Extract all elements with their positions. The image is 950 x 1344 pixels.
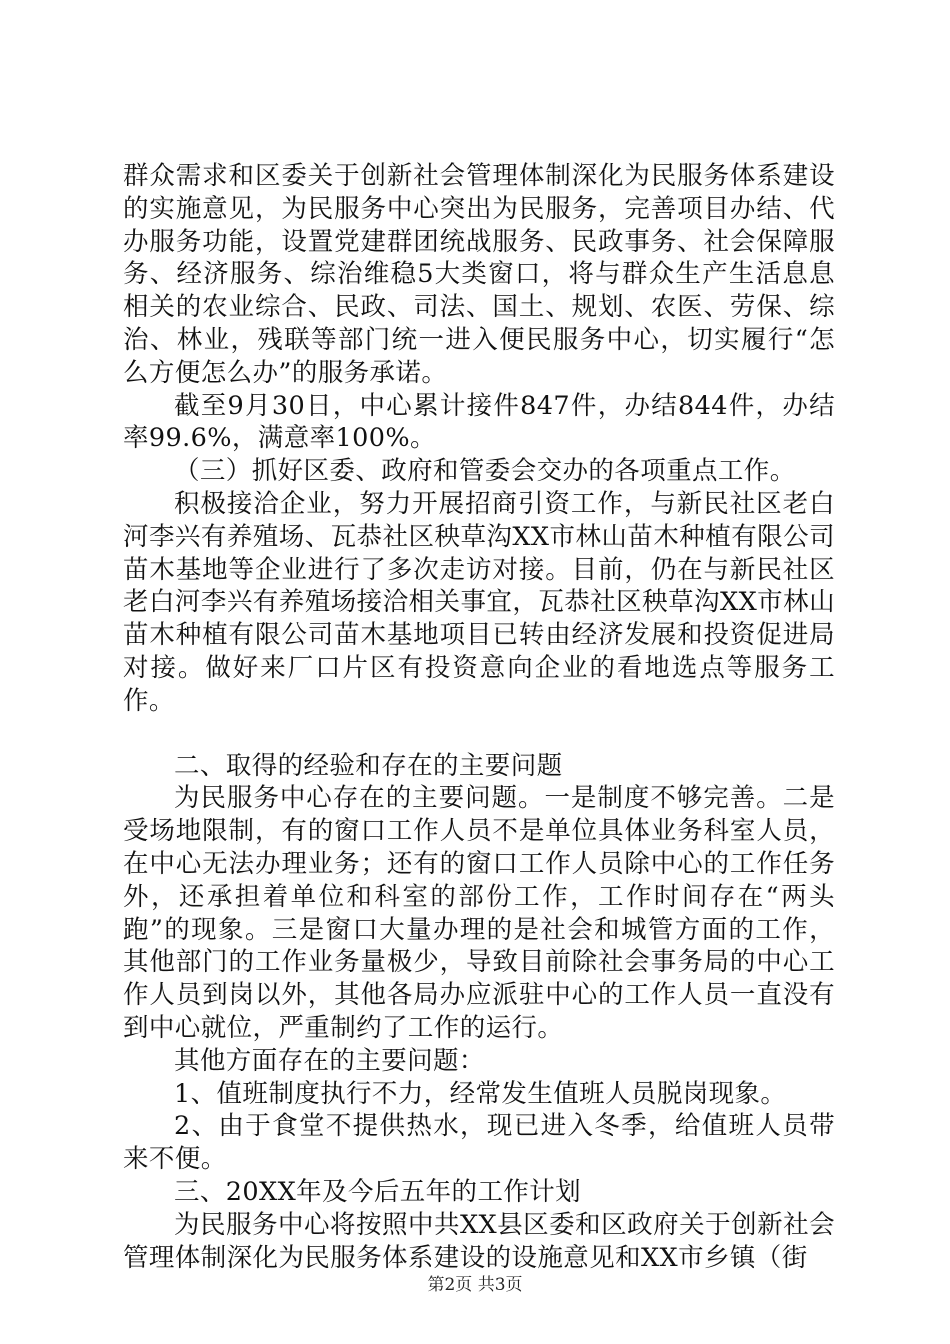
paragraph-statistics: 截至9月30日，中心累计接件847件，办结844件，办结率99.6%，满意率100%。 (123, 390, 835, 454)
list-item-hot-water: 2、由于食堂不提供热水，现已进入冬季，给值班人员带来不便。 (123, 1111, 835, 1175)
section-heading-experience-problems: 二、取得的经验和存在的主要问题 (174, 750, 563, 781)
page-number-footer: 第2页 共3页 (427, 1275, 523, 1295)
list-item-duty-system: 1、值班制度执行不力，经常发生值班人员脱岗现象。 (174, 1078, 787, 1109)
paragraph-main-problems: 为民服务中心存在的主要问题。一是制度不够完善。二是受场地限制，有的窗口工作人员不是单位具体业务科室人员，在中心无法办理业务；还有的窗口工作人员除中心的工作任务外，还承担着单位和科室的部份工作，工作时间存在“两头跑”的现象。三是窗口大量办理的是社会和城管方面的工作，其他部门的工作业务量极少，导致目前除社会事务局的中心工作人员到岗以外，其他各局办应派驻中心的工作人员一直没有到中心就位，严重制约了工作的运行。 (123, 783, 835, 1043)
paragraph-other-problems-intro: 其他方面存在的主要问题： (174, 1045, 485, 1076)
section-heading-work-plan: 三、20XX年及今后五年的工作计划 (174, 1176, 582, 1207)
paragraph-investment: 积极接洽企业，努力开展招商引资工作，与新民社区老白河李兴有养殖场、瓦恭社区秧草沟XX市林山苗木种植有限公司苗木基地等企业进行了多次走访对接。目前，仍在与新民社区老白河李兴有养殖场接洽相关事宜，瓦恭社区秧草沟XX市林山苗木种植有限公司苗木基地项目已转由经济发展和投资促进局对接。做好来厂口片区有投资意向企业的看地选点等服务工作。 (123, 488, 835, 716)
section-heading-key-work: （三）抓好区委、政府和管委会交办的各项重点工作。 (174, 456, 796, 487)
paragraph-service-window-setup: 群众需求和区委关于创新社会管理体制深化为民服务体系建设的实施意见，为民服务中心突出为民服务，完善项目办结、代办服务功能，设置党建群团统战服务、民政事务、社会保障服务、经济服务、综治维稳5大类窗口，将与群众生产生活息息相关的农业综合、民政、司法、国土、规划、农医、劳保、综治、林业，残联等部门统一进入便民服务中心，切实履行“怎么方便怎么办”的服务承诺。 (123, 161, 835, 388)
paragraph-work-plan: 为民服务中心将按照中共XX县区委和区政府关于创新社会管理体制深化为民服务体系建设的设施意见和XX市乡镇（街 (123, 1209, 835, 1273)
document-body (123, 160, 835, 1274)
